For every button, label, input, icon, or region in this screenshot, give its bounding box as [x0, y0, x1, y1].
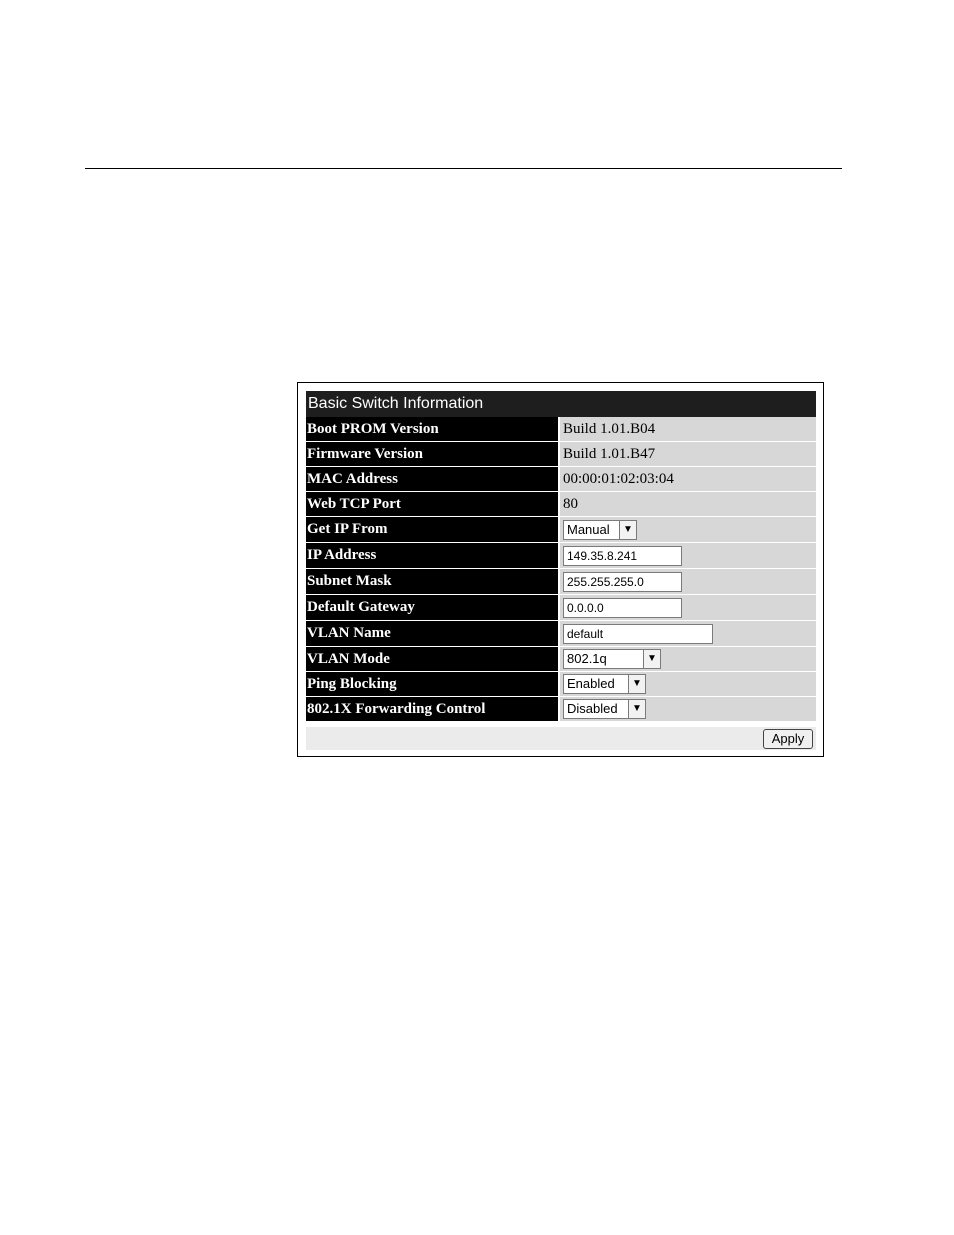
- row-label: VLAN Mode: [306, 647, 559, 671]
- subnet-mask-input[interactable]: 255.255.255.0: [563, 572, 682, 592]
- row-label: Default Gateway: [306, 595, 559, 620]
- row-value: Build 1.01.B04: [560, 417, 816, 441]
- row-forwarding-control: [306, 697, 816, 722]
- row-value: Build 1.01.B47: [560, 442, 816, 466]
- row-label: VLAN Name: [306, 621, 559, 646]
- row-ip-address: [306, 543, 816, 569]
- row-vlan-mode: [306, 647, 816, 672]
- vlan-name-input[interactable]: default: [563, 624, 713, 644]
- panel-title: Basic Switch Information: [306, 391, 816, 417]
- row-label: Boot PROM Version: [306, 417, 559, 441]
- row-ping-blocking: [306, 672, 816, 697]
- screenshot-frame: [297, 382, 824, 757]
- basic-switch-info-panel: [306, 391, 816, 749]
- chevron-down-icon[interactable]: ▼: [628, 675, 645, 693]
- row-value-cell: [560, 517, 816, 542]
- row-boot-prom-version: [306, 417, 816, 442]
- page-divider: [85, 168, 842, 169]
- row-value: 80: [560, 492, 816, 516]
- row-firmware-version: [306, 442, 816, 467]
- row-default-gateway: [306, 595, 816, 621]
- row-get-ip-from: [306, 517, 816, 543]
- row-value-cell: [560, 595, 816, 620]
- forwarding-control-select[interactable]: [563, 699, 646, 719]
- row-label: IP Address: [306, 543, 559, 568]
- row-label: 802.1X Forwarding Control: [306, 697, 559, 721]
- apply-button[interactable]: Apply: [763, 729, 813, 749]
- row-subnet-mask: [306, 569, 816, 595]
- select-value: 802.1q: [567, 651, 607, 666]
- chevron-down-icon[interactable]: ▼: [643, 650, 660, 668]
- row-vlan-name: [306, 621, 816, 647]
- row-value-cell: [560, 621, 816, 646]
- ip-address-input[interactable]: 149.35.8.241: [563, 546, 682, 566]
- get-ip-from-select[interactable]: [563, 520, 637, 540]
- ping-blocking-select[interactable]: [563, 674, 646, 694]
- vlan-mode-select[interactable]: [563, 649, 661, 669]
- select-value: Manual: [567, 521, 610, 537]
- row-label: MAC Address: [306, 467, 559, 491]
- row-value-cell: [560, 569, 816, 594]
- row-value: 00:00:01:02:03:04: [560, 467, 816, 491]
- select-value: Enabled: [567, 676, 615, 691]
- row-value-cell: [560, 697, 816, 721]
- row-value-cell: [560, 672, 816, 696]
- select-value: Disabled: [567, 701, 618, 716]
- row-value-cell: [560, 647, 816, 671]
- row-value-cell: [560, 543, 816, 568]
- row-label: Get IP From: [306, 517, 559, 542]
- chevron-down-icon[interactable]: ▼: [619, 521, 636, 539]
- panel-footer: [306, 727, 816, 750]
- row-label: Web TCP Port: [306, 492, 559, 516]
- row-label: Firmware Version: [306, 442, 559, 466]
- default-gateway-input[interactable]: 0.0.0.0: [563, 598, 682, 618]
- row-mac-address: [306, 467, 816, 492]
- row-web-tcp-port: [306, 492, 816, 517]
- chevron-down-icon[interactable]: ▼: [628, 700, 645, 718]
- row-label: Ping Blocking: [306, 672, 559, 696]
- row-label: Subnet Mask: [306, 569, 559, 594]
